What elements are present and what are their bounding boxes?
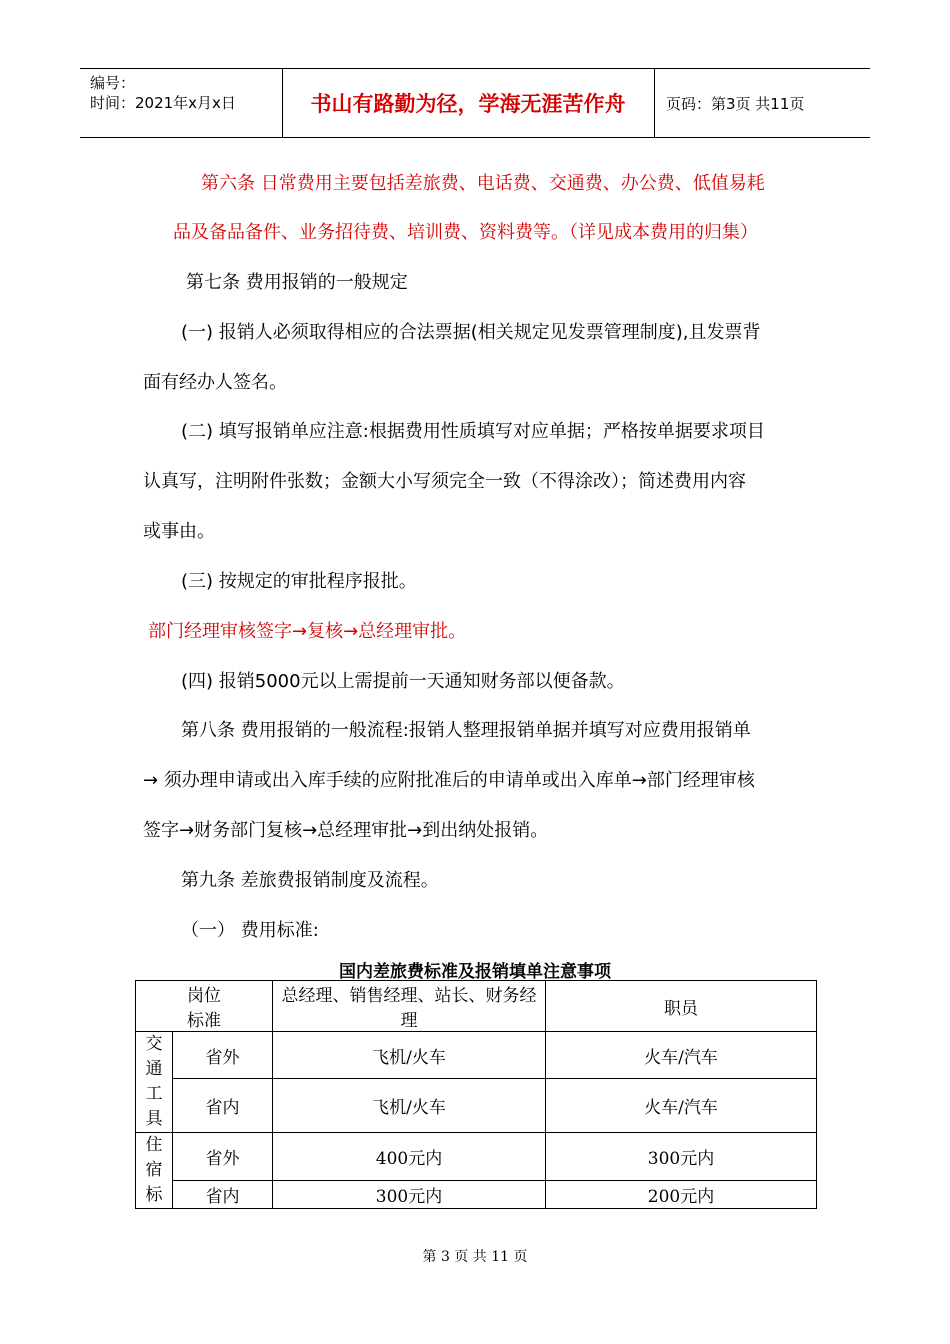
corner-position-label: 岗位 bbox=[187, 986, 221, 1006]
document-number-label: 编号： bbox=[90, 74, 136, 92]
group-label-transport: 交通工具 bbox=[136, 1032, 173, 1133]
row-label: 省内 bbox=[173, 1079, 273, 1133]
rule-2-line-1: (二) 填写报销单应注意:根据费用性质填写对应单据；严格按单据要求项目 bbox=[181, 421, 765, 442]
page-footer: 第 3 页 共 11 页 bbox=[422, 1249, 528, 1265]
table-cell: 飞机/火车 bbox=[273, 1079, 546, 1133]
header-motto: 书山有路勤为径，学海无涯苦作舟 bbox=[310, 92, 626, 116]
header-page-info: 页码：第3页 共11页 bbox=[666, 94, 805, 113]
document-date: 时间：2021年x月x日 bbox=[90, 94, 236, 112]
row-label: 省外 bbox=[173, 1133, 273, 1181]
expense-standard-heading: （一） 费用标准: bbox=[181, 920, 319, 941]
article-8-line-3: 签字→财务部门复核→总经理审批→到出纳处报销。 bbox=[143, 820, 549, 841]
table-cell: 飞机/火车 bbox=[273, 1032, 546, 1079]
table-title: 国内差旅费标准及报销填单注意事项 bbox=[339, 962, 611, 982]
article-6-line-1: 第六条 日常费用主要包括差旅费、电话费、交通费、办公费、低值易耗 bbox=[201, 173, 765, 194]
group-label-lodging: 住宿标 bbox=[136, 1133, 173, 1209]
table-cell: 火车/汽车 bbox=[546, 1032, 817, 1079]
article-8-line-1: 第八条 费用报销的一般流程:报销人整理报销单据并填写对应费用报销单 bbox=[181, 720, 751, 741]
rule-2-line-2: 认真写，注明附件张数；金额大小写须完全一致（不得涂改）；简述费用内容 bbox=[143, 471, 746, 492]
table-header-row bbox=[136, 981, 817, 1032]
rule-4: (四) 报销5000元以上需提前一天通知财务部以便备款。 bbox=[181, 671, 625, 692]
corner-standard-label: 标准 bbox=[187, 1011, 221, 1031]
article-7-heading: 第七条 费用报销的一般规定 bbox=[186, 272, 408, 293]
row-label: 省内 bbox=[173, 1180, 273, 1208]
article-8-line-2: → 须办理申请或出入库手续的应附批准后的申请单或出入库单→部门经理审核 bbox=[143, 770, 755, 791]
header-divider bbox=[654, 69, 655, 137]
table-cell: 300元内 bbox=[546, 1133, 817, 1181]
row-label: 省外 bbox=[173, 1032, 273, 1079]
table-row bbox=[136, 1180, 817, 1208]
travel-expense-table bbox=[135, 980, 817, 1209]
rule-1-line-1: (一) 报销人必须取得相应的合法票据(相关规定见发票管理制度),且发票背 bbox=[181, 322, 761, 343]
table-row bbox=[136, 1079, 817, 1133]
table-cell: 300元内 bbox=[273, 1180, 546, 1208]
column-header-managers: 总经理、销售经理、站长、财务经理 bbox=[273, 981, 546, 1032]
article-6-line-2: 品及备品备件、业务招待费、培训费、资料费等。（详见成本费用的归集） bbox=[173, 222, 758, 243]
table-cell: 400元内 bbox=[273, 1133, 546, 1181]
rule-2-line-3: 或事由。 bbox=[143, 521, 215, 542]
table-row bbox=[136, 1032, 817, 1079]
table-cell: 200元内 bbox=[546, 1180, 817, 1208]
page-header bbox=[80, 68, 870, 138]
approval-flow: 部门经理审核签字→复核→总经理审批。 bbox=[148, 621, 467, 642]
rule-3: (三) 按规定的审批程序报批。 bbox=[181, 571, 417, 592]
header-meta bbox=[90, 73, 236, 113]
rule-1-line-2: 面有经办人签名。 bbox=[143, 372, 287, 393]
article-9-heading: 第九条 差旅费报销制度及流程。 bbox=[181, 870, 439, 891]
table-cell: 火车/汽车 bbox=[546, 1079, 817, 1133]
corner-header-cell bbox=[136, 981, 273, 1032]
table-row bbox=[136, 1133, 817, 1181]
column-header-staff: 职员 bbox=[546, 981, 817, 1032]
